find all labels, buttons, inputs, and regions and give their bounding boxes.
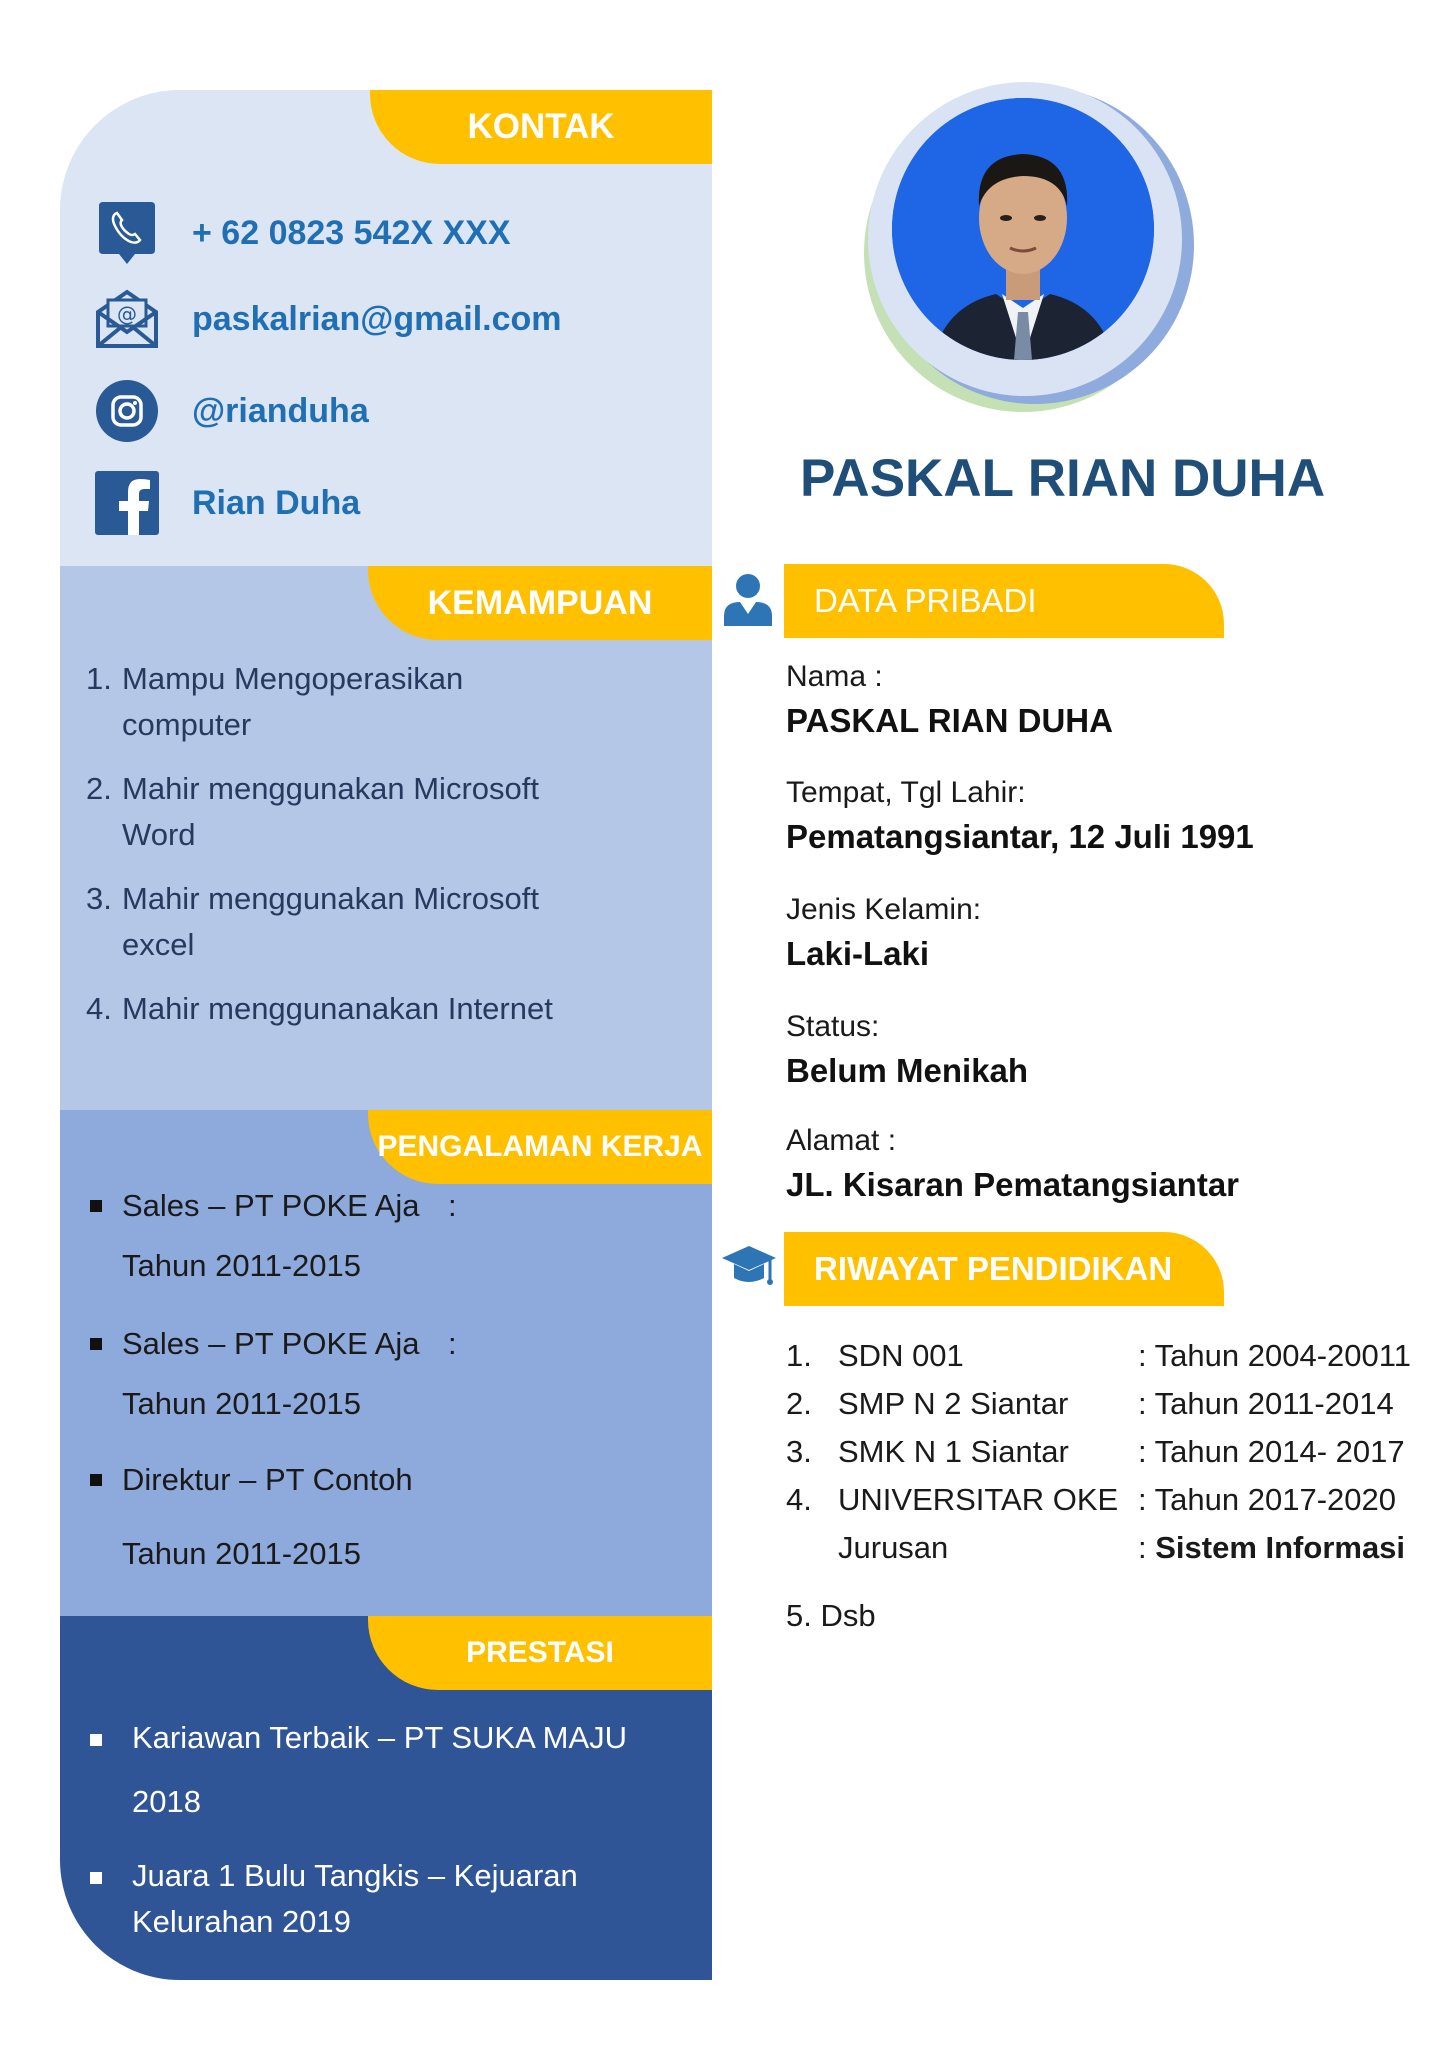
table-row: 3. SMK N 1 Siantar : Tahun 2014- 2017 (786, 1434, 1405, 1469)
list-item: 3. Mahir menggunakan Microsoft excel (86, 881, 539, 962)
pengalaman-section (60, 1110, 712, 1616)
bullet-icon (90, 1338, 102, 1350)
kemampuan-section (60, 566, 712, 1110)
svg-text:@: @ (117, 302, 137, 326)
contact-phone (94, 200, 511, 266)
list-item: 1. Mampu Mengoperasikan computer (86, 661, 464, 742)
contact-instagram (94, 378, 369, 444)
data-pribadi-heading: DATA PRIBADI (784, 564, 1224, 638)
table-row: Jurusan : Sistem Informasi (838, 1530, 1406, 1565)
bullet-icon (90, 1474, 102, 1486)
pendidikan-heading: RIWAYAT PENDIDIKAN (784, 1232, 1224, 1306)
graduation-cap-icon (720, 1240, 776, 1296)
kontak-heading: KONTAK (370, 90, 712, 164)
person-icon (720, 570, 776, 626)
left-column (60, 90, 712, 1980)
job-item: Sales – PT POKE Aja : Tahun 2011-2015 (90, 1188, 457, 1284)
instagram-icon (94, 378, 160, 444)
phone-text[interactable]: + 62 0823 542X XXX (192, 213, 511, 252)
kemampuan-list (86, 656, 592, 1050)
kontak-section (60, 90, 712, 566)
prestasi-heading: PRESTASI (368, 1616, 712, 1690)
email-text[interactable]: paskalrian@gmail.com (192, 299, 562, 338)
bullet-icon (90, 1872, 102, 1884)
job-item: Direktur – PT Contoh Tahun 2011-2015 (90, 1462, 448, 1572)
contact-email (94, 286, 562, 352)
contact-facebook (94, 470, 360, 536)
pengalaman-heading: PENGALAMAN KERJA (368, 1110, 712, 1184)
field-alamat: Alamat : JL. Kisaran Pematangsiantar (786, 1124, 1240, 1203)
field-ttl: Tempat, Tgl Lahir: Pematangsiantar, 12 Juli 1991 (786, 776, 1254, 855)
table-row: 1. SDN 001 : Tahun 2004-20011 (786, 1338, 1411, 1373)
job-item: Sales – PT POKE Aja : Tahun 2011-2015 (90, 1326, 457, 1422)
table-row: 4. UNIVERSITAR OKE : Tahun 2017-2020 (786, 1482, 1396, 1517)
award-item: Kariawan Terbaik – PT SUKA MAJU 2018 (90, 1720, 627, 1820)
field-jenis-kelamin: Jenis Kelamin: Laki-Laki (786, 893, 982, 972)
field-status: Status: Belum Menikah (786, 1010, 1029, 1089)
award-item: Juara 1 Bulu Tangkis – Kejuaran Kelurahan 2019 (90, 1858, 578, 1940)
list-item: 2. Mahir menggunakan Microsoft Word (86, 771, 539, 852)
table-row: 2. SMP N 2 Siantar : Tahun 2011-2014 (786, 1386, 1394, 1421)
list-item: 5. Dsb (786, 1598, 876, 1633)
field-nama: Nama : PASKAL RIAN DUHA (786, 660, 1113, 739)
phone-icon (94, 200, 160, 266)
instagram-text[interactable]: @rianduha (192, 391, 369, 430)
prestasi-section (60, 1616, 712, 1980)
bullet-icon (90, 1200, 102, 1212)
list-item: 4. Mahir menggunanakan Internet (86, 991, 553, 1026)
facebook-icon (94, 470, 160, 536)
kemampuan-heading: KEMAMPUAN (368, 566, 712, 640)
profile-photo (892, 98, 1154, 360)
profile-photo-frame (864, 82, 1196, 414)
email-icon (94, 286, 160, 352)
bullet-icon (90, 1734, 102, 1746)
page-title: PASKAL RIAN DUHA (800, 449, 1326, 508)
facebook-text[interactable]: Rian Duha (192, 483, 361, 522)
